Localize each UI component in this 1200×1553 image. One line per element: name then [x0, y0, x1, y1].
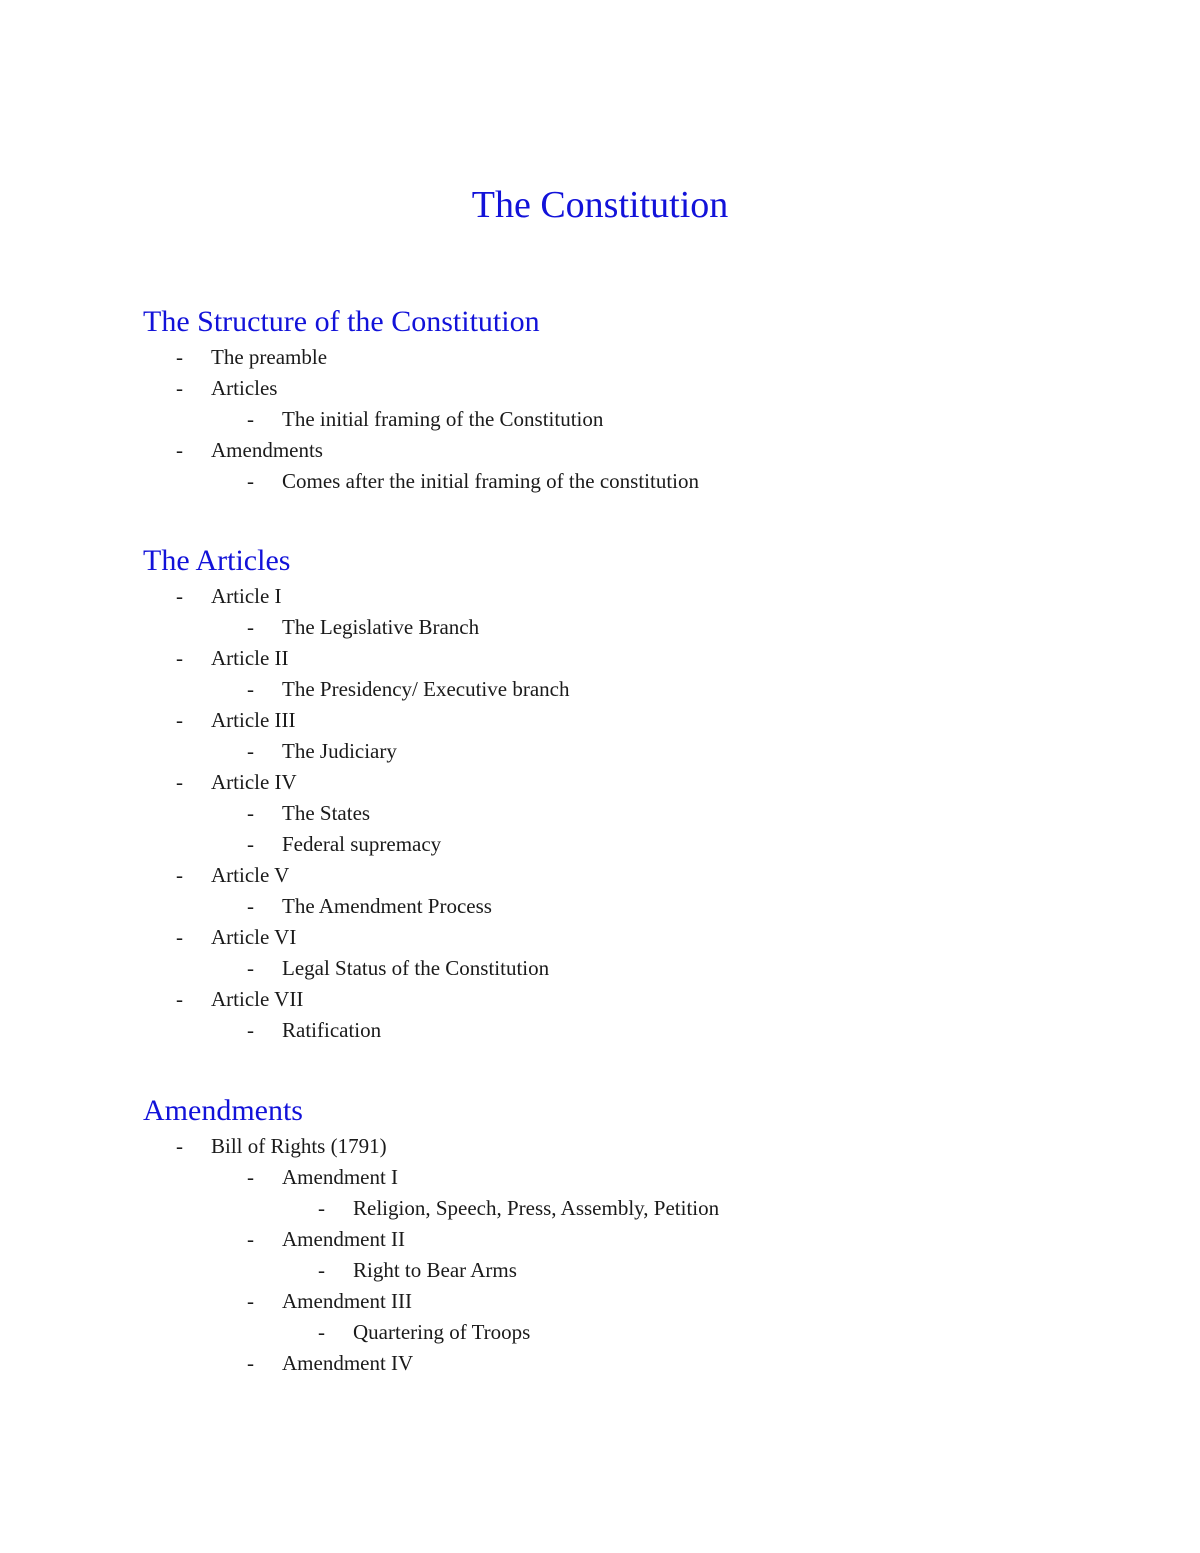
list-item-text: The Judiciary [282, 739, 397, 763]
bullet-dash: - [247, 956, 254, 980]
bullet-dash: - [318, 1320, 325, 1344]
list-item [143, 1255, 1143, 1286]
list-item-text: Article II [211, 646, 289, 670]
list-item-text: Articles [211, 376, 278, 400]
list-item-text: Article VI [211, 925, 297, 949]
bullet-list [143, 581, 1143, 1046]
bullet-dash: - [247, 832, 254, 856]
list-item [143, 798, 1143, 829]
list-item [143, 373, 1143, 404]
document-title: The Constitution [471, 184, 729, 226]
bullet-dash: - [247, 1018, 254, 1042]
list-item-text: The Presidency/ Executive branch [282, 677, 570, 701]
list-item-text: Amendment IV [282, 1351, 414, 1375]
section-heading: The Structure of the Constitution [143, 305, 540, 338]
list-item [143, 612, 1143, 643]
list-item [143, 643, 1143, 674]
list-item [143, 435, 1143, 466]
list-item-text: Article I [211, 584, 282, 608]
bullet-dash: - [247, 407, 254, 431]
list-item [143, 705, 1143, 736]
list-item [143, 581, 1143, 612]
list-item-text: Religion, Speech, Press, Assembly, Petition [353, 1196, 720, 1220]
section-heading: The Articles [143, 544, 291, 577]
list-item [143, 342, 1143, 373]
list-item-text: Ratification [282, 1018, 382, 1042]
list-item [143, 1015, 1143, 1046]
bullet-dash: - [318, 1196, 325, 1220]
bullet-dash: - [176, 925, 183, 949]
bullet-dash: - [176, 345, 183, 369]
section-heading: Amendments [143, 1094, 303, 1127]
list-item [143, 922, 1143, 953]
bullet-list [143, 342, 1143, 497]
bullet-dash: - [176, 438, 183, 462]
bullet-dash: - [247, 801, 254, 825]
section-amendments [143, 1091, 1143, 1379]
list-item-text: Bill of Rights (1791) [211, 1134, 387, 1158]
bullet-dash: - [176, 646, 183, 670]
list-item-text: Amendment I [282, 1165, 399, 1189]
bullet-dash: - [176, 708, 183, 732]
section-articles [143, 541, 1143, 1046]
list-item-text: Legal Status of the Constitution [282, 956, 550, 980]
bullet-dash: - [247, 739, 254, 763]
bullet-dash: - [176, 1134, 183, 1158]
list-item-text: Article IV [211, 770, 297, 794]
bullet-dash: - [247, 1351, 254, 1375]
bullet-dash: - [247, 469, 254, 493]
list-item [143, 1348, 1143, 1379]
list-item [143, 466, 1143, 497]
list-item [143, 860, 1143, 891]
list-item-text: The preamble [211, 345, 328, 369]
bullet-list [143, 1131, 1143, 1379]
bullet-dash: - [318, 1258, 325, 1282]
bullet-dash: - [176, 584, 183, 608]
list-item-text: Amendment II [282, 1227, 406, 1251]
list-item [143, 404, 1143, 435]
list-item-text: Article VII [211, 987, 304, 1011]
list-item [143, 953, 1143, 984]
list-item [143, 891, 1143, 922]
bullet-dash: - [176, 863, 183, 887]
bullet-dash: - [247, 1165, 254, 1189]
bullet-dash: - [247, 615, 254, 639]
bullet-dash: - [247, 894, 254, 918]
list-item [143, 736, 1143, 767]
list-item [143, 1224, 1143, 1255]
list-item [143, 1162, 1143, 1193]
list-item-text: Amendments [211, 438, 323, 462]
list-item [143, 984, 1143, 1015]
list-item [143, 674, 1143, 705]
section-structure [143, 302, 1143, 497]
bullet-dash: - [176, 376, 183, 400]
list-item [143, 1286, 1143, 1317]
list-item-text: Article V [211, 863, 290, 887]
list-item-text: The States [282, 801, 371, 825]
list-item-text: The initial framing of the Constitution [282, 407, 604, 431]
list-item-text: Federal supremacy [282, 832, 442, 856]
list-item-text: Quartering of Troops [353, 1320, 531, 1344]
list-item [143, 767, 1143, 798]
bullet-dash: - [247, 1227, 254, 1251]
list-item [143, 1193, 1143, 1224]
list-item-text: Comes after the initial framing of the constitution [282, 469, 699, 493]
list-item [143, 1131, 1143, 1162]
bullet-dash: - [247, 677, 254, 701]
list-item-text: Right to Bear Arms [353, 1258, 517, 1282]
list-item-text: The Legislative Branch [282, 615, 480, 639]
list-item-text: The Amendment Process [282, 894, 492, 918]
list-item-text: Article III [211, 708, 296, 732]
list-item-text: Amendment III [282, 1289, 413, 1313]
bullet-dash: - [176, 770, 183, 794]
list-item [143, 1317, 1143, 1348]
bullet-dash: - [176, 987, 183, 1011]
bullet-dash: - [247, 1289, 254, 1313]
list-item [143, 829, 1143, 860]
